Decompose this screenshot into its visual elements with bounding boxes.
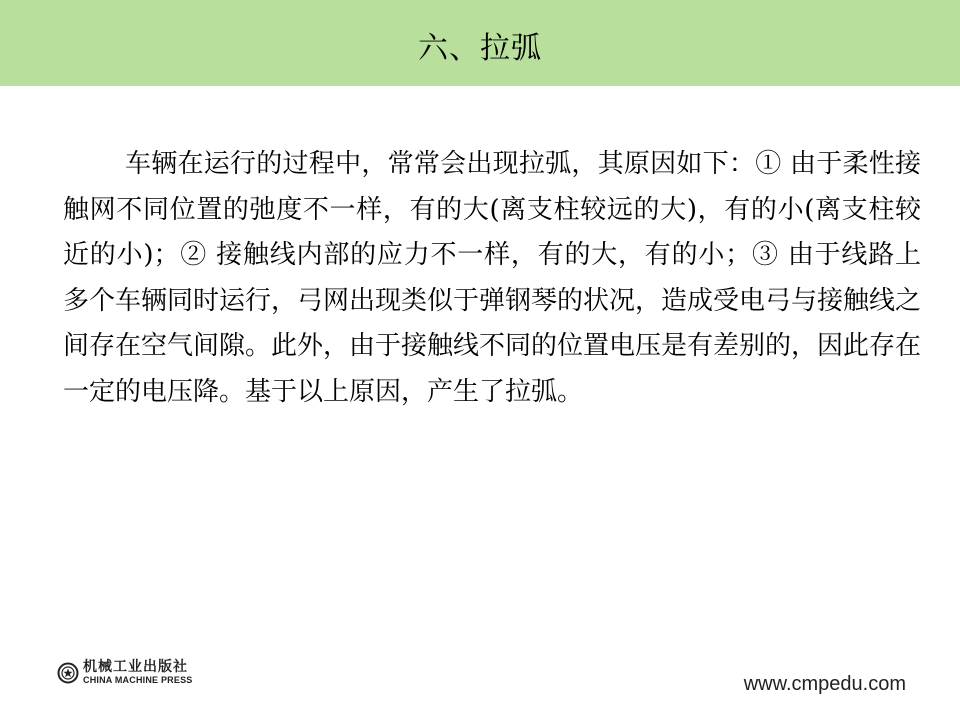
title-bar — [0, 0, 960, 86]
publisher-logo — [57, 660, 192, 685]
slide-title: 六、拉弧 — [418, 31, 542, 66]
publisher-name-cn: 机械工业出版社 — [83, 659, 188, 675]
publisher-url[interactable]: www.cmpedu.com — [743, 673, 906, 695]
gear-star-icon — [57, 662, 79, 684]
body-paragraph: 车辆在运行的过程中，常常会出现拉弧，其原因如下：① 由于柔性接触网不同位置的弛度不一样，有的大(离支柱较远的大)，有的小(离支柱较近的小)；② 接触线内部的应力不一样，有的大，有的小；③ 由于线路上多个车辆同时运行，弓网出现类似于弹钢琴的状况，造成受电弓与接触线之间存在空气间隙。此外，由于接触线不同的位置电压是有差别的，因此存在一定的电压降。基于以上原因，产生了拉弧。 — [63, 149, 922, 407]
slide-content — [63, 142, 921, 416]
publisher-name-en: CHINA MACHINE PRESS — [83, 675, 193, 685]
